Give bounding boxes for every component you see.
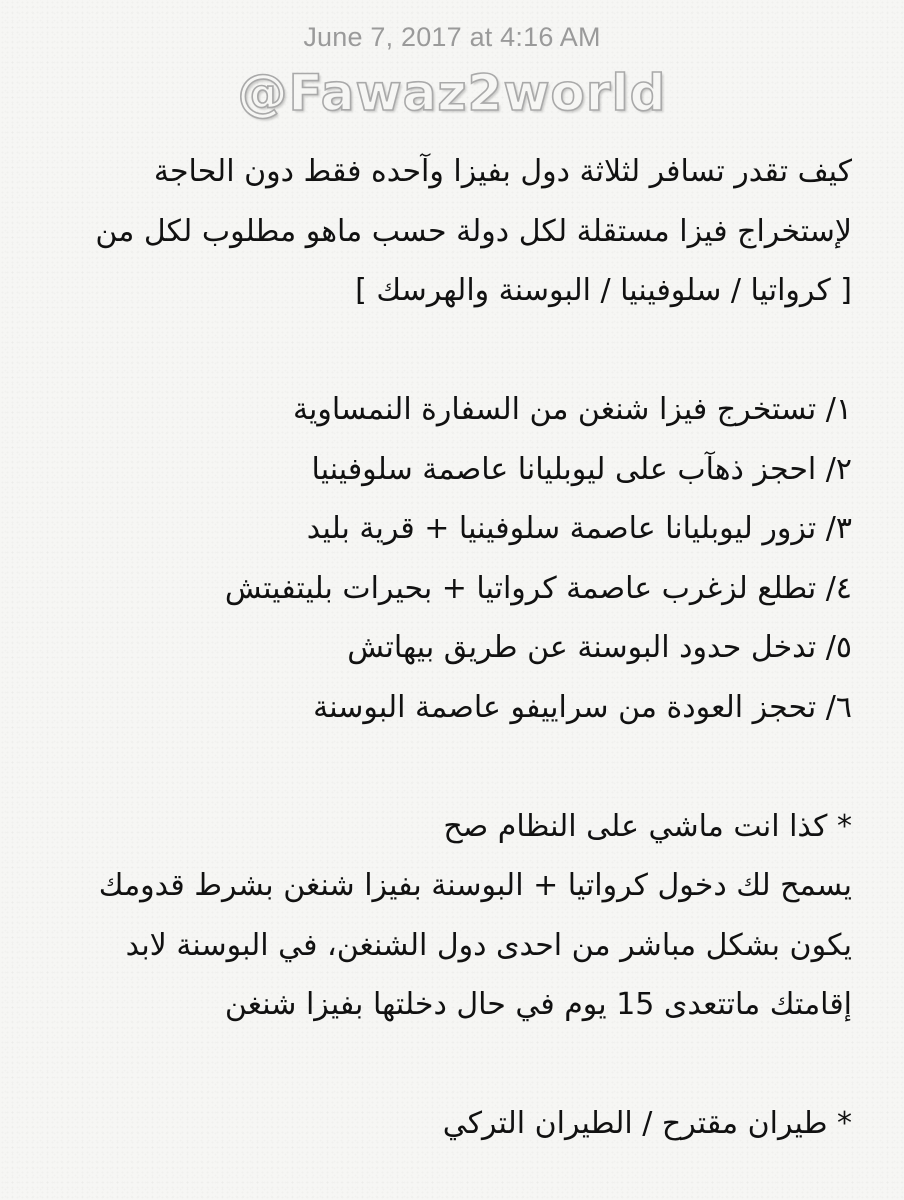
intro-line-2: لإستخراج فيزا مستقلة لكل دولة حسب ماهو مطلوب لكل من [95, 213, 852, 249]
countries-line: [ كرواتيا / سلوفينيا / البوسنة والهرسك ] [355, 273, 852, 308]
note-line-2: يكون بشكل مباشر من احدى دول الشنغن، في البوسنة لابد [125, 927, 852, 963]
blank-line [40, 1035, 852, 1095]
blank-line [40, 321, 852, 381]
watermark-handle: @Fawaz2world [237, 64, 667, 122]
airline-suggestion: * طيران مقترح / الطيران التركي [442, 1106, 852, 1141]
step-1: ١/ تستخرج فيزا شنغن من السفارة النمساوية [292, 392, 852, 427]
note-heading: * كذا انت ماشي على النظام صح [443, 808, 852, 844]
step-2: ٢/ احجز ذهآب على ليوبليانا عاصمة سلوفينيا [311, 451, 852, 487]
step-6: ٦/ تحجز العودة من سراييفو عاصمة البوسنة [313, 689, 852, 725]
note-body [40, 142, 852, 1154]
step-4: ٤/ تطلع لزغرب عاصمة كرواتيا + بحيرات بليتفيتش [224, 570, 852, 606]
intro-line-1: كيف تقدر تسافر لثلاثة دول بفيزا وآحده فقط دون الحاجة [153, 154, 852, 189]
step-5: ٥/ تدخل حدود البوسنة عن طريق بيهاتش [347, 630, 852, 665]
step-3: ٣/ تزور ليوبليانا عاصمة سلوفينيا + قرية بليد [306, 511, 852, 546]
note-line-3: إقامتك ماتتعدى 15 يوم في حال دخلتها بفيزا شنغن [224, 987, 852, 1022]
note-timestamp: June 7, 2017 at 4:16 AM [303, 22, 601, 52]
blank-line [40, 737, 852, 797]
note-line-1: يسمح لك دخول كرواتيا + البوسنة بفيزا شنغن بشرط قدومك [98, 868, 852, 903]
